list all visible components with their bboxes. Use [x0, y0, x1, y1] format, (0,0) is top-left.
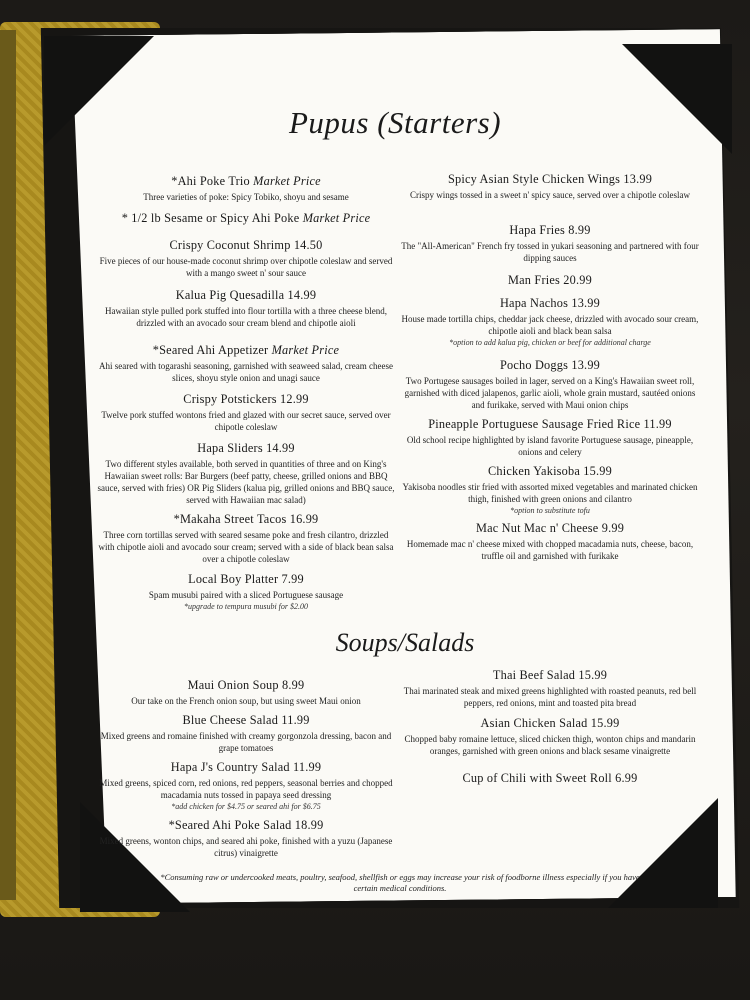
item-name: Hapa J's Country Salad 11.99: [170, 760, 322, 774]
menu-item: [400, 172, 700, 201]
item-description: Thai marinated steak and mixed greens highlighted with roasted peanuts, red bell peppers, red onions, mint and toasted pita bread: [403, 686, 697, 708]
item-name: Maui Onion Soup 8.99: [187, 678, 305, 692]
item-name: *Ahi Poke Trio Market Price: [171, 174, 321, 188]
menu-item: [400, 771, 700, 788]
item-description: House made tortilla chips, cheddar jack cheese, drizzled with avocado sour cream, chipotle aioli and black bean salsa: [401, 314, 699, 336]
item-name: Kalua Pig Quesadilla 14.99: [175, 288, 317, 302]
item-description: Yakisoba noodles stir fried with assorted mixed vegetables and marinated chicken thigh, finished with green onions and cilantro: [402, 482, 698, 504]
food-safety-disclaimer: *Consuming raw or undercooked meats, poultry, seafood, shellfish or eggs may increase your risk of foodborne illness especially if you have certain medical conditions.: [160, 872, 640, 893]
menu-item: [96, 392, 396, 433]
menu-item: [96, 818, 396, 859]
item-description: Mixed greens, wonton chips, and seared ahi poke, finished with a yuzu (Japanese citrus) vinaigrette: [99, 836, 393, 858]
item-description: Hawaiian style pulled pork stuffed into flour tortilla with a three cheese blend, drizzled with an avocado sour cream blend and chipotle aioli: [104, 306, 387, 328]
item-note: *upgrade to tempura musubi for $2.00: [184, 602, 308, 611]
item-description: Chopped baby romaine lettuce, sliced chicken thigh, wonton chips and mandarin oranges, garnished with green onions and black sesame vinaigrette: [404, 734, 696, 756]
item-description: Mixed greens and romaine finished with creamy gorgonzola dressing, bacon and grape tomatoes: [100, 731, 392, 753]
item-description: Crispy wings tossed in a sweet n' spicy sauce, served over a chipotle coleslaw: [409, 190, 691, 200]
item-description: Two Portugese sausages boiled in lager, served on a King's Hawaiian sweet roll, garnished with diced jalapenos, garlic aioli, whole grain mustard, sautéed onions and furikake, served with Maui onion chips: [404, 376, 696, 410]
menu-item: [96, 211, 396, 228]
item-name: *Seared Ahi Poke Salad 18.99: [168, 818, 324, 832]
menu-item: [96, 174, 396, 203]
menu-item: [400, 358, 700, 411]
item-description: Five pieces of our house-made coconut shrimp over chipotle coleslaw and served with a mango sweet n' sour sauce: [99, 256, 393, 278]
item-description: Homemade mac n' cheese mixed with chopped macadamia nuts, cheese, bacon, truffle oil and garnished with furikake: [406, 539, 694, 561]
item-name: Hapa Fries 8.99: [509, 223, 591, 237]
item-name: * 1/2 lb Sesame or Spicy Ahi Poke Market Price: [121, 211, 371, 225]
item-note: *option to add kalua pig, chicken or beef for additional charge: [449, 338, 651, 347]
menu-item: [96, 572, 396, 612]
item-name: Hapa Nachos 13.99: [499, 296, 601, 310]
item-description: Three corn tortillas served with seared sesame poke and fresh cilantro, drizzled with chipotle aioli and avocado sour cream; served with a side of black bean salsa over a chipotle coleslaw: [98, 530, 394, 564]
item-name: Mac Nut Mac n' Cheese 9.99: [475, 521, 625, 535]
item-description: Mixed greens, spiced corn, red onions, red peppers, seasonal berries and chopped macadamia nuts tossed in papaya seed dressing: [99, 778, 393, 800]
menu-item: [400, 223, 700, 264]
item-name: Asian Chicken Salad 15.99: [480, 716, 620, 730]
starters-heading: Pupus (Starters): [288, 105, 502, 140]
item-description: Three varieties of poke: Spicy Tobiko, shoyu and sesame: [143, 192, 349, 202]
menu-item: [96, 760, 396, 812]
item-name: Thai Beef Salad 15.99: [492, 668, 608, 682]
item-description: The "All-American" French fry tossed in yukari seasoning and partnered with four dipping sauces: [401, 241, 699, 263]
menu-item: [96, 441, 396, 506]
item-description: Ahi seared with togarashi seasoning, garnished with seaweed salad, cream cheese slices, shoyu style onion and unagi sauce: [99, 361, 393, 383]
item-name: Local Boy Platter 7.99: [188, 572, 304, 586]
menu-item: [96, 678, 396, 707]
item-name: Blue Cheese Salad 11.99: [182, 713, 310, 727]
menu-item: [96, 238, 396, 279]
item-name: Crispy Potstickers 12.99: [183, 392, 309, 406]
item-name: Chicken Yakisoba 15.99: [488, 464, 612, 478]
menu-item: [96, 343, 396, 384]
menu-item: [400, 417, 700, 458]
item-note: *option to substitute tofu: [510, 506, 590, 515]
item-name: *Seared Ahi Appetizer Market Price: [152, 343, 340, 357]
item-name: Crispy Coconut Shrimp 14.50: [169, 238, 323, 252]
menu-item: [400, 464, 700, 516]
menu-item: [96, 512, 396, 565]
soups-salads-heading: Soups/Salads: [335, 628, 475, 657]
item-description: Old school recipe highlighted by island favorite Portuguese sausage, pineapple, onions and celery: [406, 435, 694, 457]
menu-item: [96, 713, 396, 754]
menu-item: [400, 521, 700, 562]
item-name: *Makaha Street Tacos 16.99: [173, 512, 319, 526]
item-description: Twelve pork stuffed wontons fried and glazed with our secret sauce, served over chipotle coleslaw: [101, 410, 391, 432]
item-name: Pineapple Portuguese Sausage Fried Rice 11.99: [428, 417, 672, 431]
item-name: Man Fries 20.99: [508, 273, 592, 287]
item-name: Hapa Sliders 14.99: [197, 441, 295, 455]
menu-item: [400, 296, 700, 348]
menu-item: [400, 273, 700, 290]
item-name: Pocho Doggs 13.99: [499, 358, 601, 372]
menu-item: [400, 716, 700, 757]
item-note: *add chicken for $4.75 or seared ahi for $6.75: [171, 802, 321, 811]
item-description: Two different styles available, both served in quantities of three and on King's Hawaiian sweet rolls: Bar Burgers (beef patty, cheese, grilled onions and BBQ sauce, served with fries) OR Pig Sliders (kalua pig, grilled onions and BBQ sauce, served with Hawaiian mac salad): [97, 459, 395, 505]
item-description: Spam musubi paired with a sliced Portuguese sausage: [148, 590, 344, 600]
item-description: Our take on the French onion soup, but using sweet Maui onion: [131, 696, 361, 706]
item-name: Spicy Asian Style Chicken Wings 13.99: [447, 172, 653, 186]
menu-item: [96, 288, 396, 329]
menu-item: [400, 668, 700, 709]
item-name: Cup of Chili with Sweet Roll 6.99: [462, 771, 638, 785]
